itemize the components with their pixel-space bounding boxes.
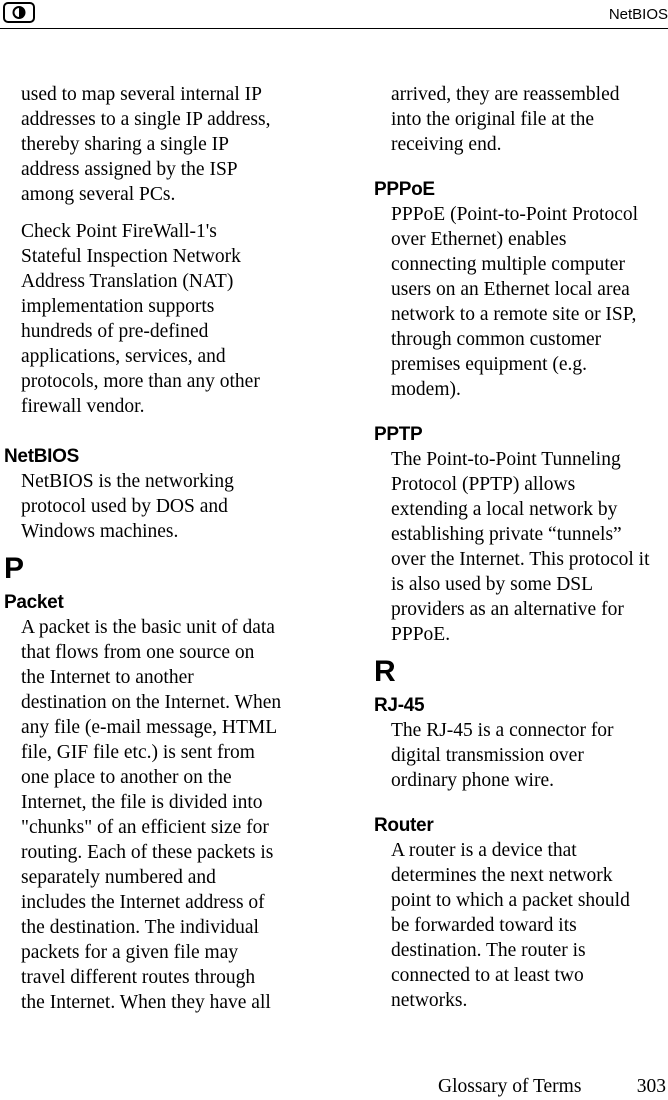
- definition-packet-continued: [391, 82, 668, 157]
- text-line: that flows from one source on: [21, 642, 255, 663]
- text-line: digital transmission over: [391, 745, 584, 766]
- text-line: receiving end.: [391, 134, 502, 155]
- page-number: 303: [636, 1076, 666, 1097]
- text-line: protocols, more than any other: [21, 371, 260, 392]
- text-line: applications, services, and: [21, 346, 226, 367]
- text-line: network to a remote site or ISP,: [391, 304, 637, 325]
- text-line: over Ethernet) enables: [391, 229, 567, 250]
- text-line: networks.: [391, 990, 468, 1011]
- text-line: implementation supports: [21, 296, 215, 317]
- text-line: thereby sharing a single IP: [21, 134, 229, 155]
- definition-router: [391, 838, 668, 1013]
- text-line: providers as an alternative for: [391, 599, 624, 620]
- text-line: travel different routes through: [21, 967, 256, 988]
- text-line: destination. The router is: [391, 940, 586, 961]
- text-line: hundreds of pre-defined: [21, 321, 209, 342]
- text-line: the destination. The individual: [21, 917, 259, 938]
- text-line: NetBIOS is the networking: [21, 471, 234, 492]
- text-line: users on an Ethernet local area: [391, 279, 630, 300]
- text-line: packets for a given file may: [21, 942, 239, 963]
- text-line: PPPoE.: [391, 624, 451, 645]
- text-line: is also used by some DSL: [391, 574, 594, 595]
- text-line: The RJ-45 is a connector for: [391, 720, 614, 741]
- text-line: point to which a packet should: [391, 890, 630, 911]
- text-line: Internet, the file is divided into: [21, 792, 263, 813]
- text-line: Address Translation (NAT): [21, 271, 234, 292]
- header-title: NetBIOS: [608, 6, 668, 23]
- term-packet: Packet: [4, 592, 64, 613]
- text-line: PPPoE (Point-to-Point Protocol: [391, 204, 639, 225]
- text-line: premises equipment (e.g.: [391, 354, 588, 375]
- text-line: A router is a device that: [391, 840, 577, 861]
- text-line: address assigned by the ISP: [21, 159, 238, 180]
- text-line: over the Internet. This protocol it: [391, 549, 650, 570]
- section-letter-p: P: [4, 552, 25, 585]
- text-line: ordinary phone wire.: [391, 770, 554, 791]
- text-line: be forwarded toward its: [391, 915, 577, 936]
- checkpoint-nat-paragraph: [21, 219, 302, 419]
- text-line: addresses to a single IP address,: [21, 109, 271, 130]
- text-line: includes the Internet address of: [21, 892, 265, 913]
- text-line: A packet is the basic unit of data: [21, 617, 275, 638]
- definition-pppoe: [391, 202, 668, 402]
- text-line: determines the next network: [391, 865, 613, 886]
- definition-netbios: [21, 469, 302, 544]
- text-line: any file (e-mail message, HTML: [21, 717, 278, 738]
- right-column: [374, 82, 668, 1013]
- text-line: Check Point FireWall-1's: [21, 221, 217, 242]
- eye-logo-icon: [3, 2, 35, 23]
- left-column: [4, 82, 302, 1015]
- text-line: establishing private “tunnels”: [391, 524, 622, 545]
- definition-packet: [21, 615, 302, 1015]
- text-line: Protocol (PPTP) allows: [391, 474, 576, 495]
- definition-rj45: [391, 718, 668, 793]
- text-line: the Internet. When they have all: [21, 992, 271, 1013]
- page-header: [0, 0, 668, 30]
- nat-continuation-paragraph: [21, 82, 302, 207]
- text-line: destination on the Internet. When: [21, 692, 282, 713]
- text-line: separately numbered and: [21, 867, 216, 888]
- header-divider: [0, 28, 668, 29]
- text-line: extending a local network by: [391, 499, 618, 520]
- term-pppoe: PPPoE: [374, 179, 435, 200]
- text-line: one place to another on the: [21, 767, 232, 788]
- text-line: Stateful Inspection Network: [21, 246, 241, 267]
- footer-section-label: Glossary of Terms: [438, 1076, 582, 1097]
- text-line: routing. Each of these packets is: [21, 842, 274, 863]
- section-letter-r: R: [374, 655, 396, 688]
- text-line: firewall vendor.: [21, 396, 145, 417]
- definition-pptp: [391, 447, 668, 647]
- text-line: modem).: [391, 379, 461, 400]
- text-line: connected to at least two: [391, 965, 584, 986]
- text-line: protocol used by DOS and: [21, 496, 228, 517]
- term-rj45: RJ-45: [374, 695, 425, 716]
- text-line: The Point-to-Point Tunneling: [391, 449, 621, 470]
- text-line: connecting multiple computer: [391, 254, 625, 275]
- text-line: file, GIF file etc.) is sent from: [21, 742, 255, 763]
- term-router: Router: [374, 815, 434, 836]
- term-pptp: PPTP: [374, 424, 423, 445]
- text-line: through common customer: [391, 329, 602, 350]
- term-netbios: NetBIOS: [4, 446, 79, 467]
- text-line: "chunks" of an efficient size for: [21, 817, 269, 838]
- text-line: among several PCs.: [21, 184, 176, 205]
- text-line: Windows machines.: [21, 521, 179, 542]
- text-line: arrived, they are reassembled: [391, 84, 620, 105]
- text-line: the Internet to another: [21, 667, 194, 688]
- text-line: used to map several internal IP: [21, 84, 262, 105]
- text-line: into the original file at the: [391, 109, 595, 130]
